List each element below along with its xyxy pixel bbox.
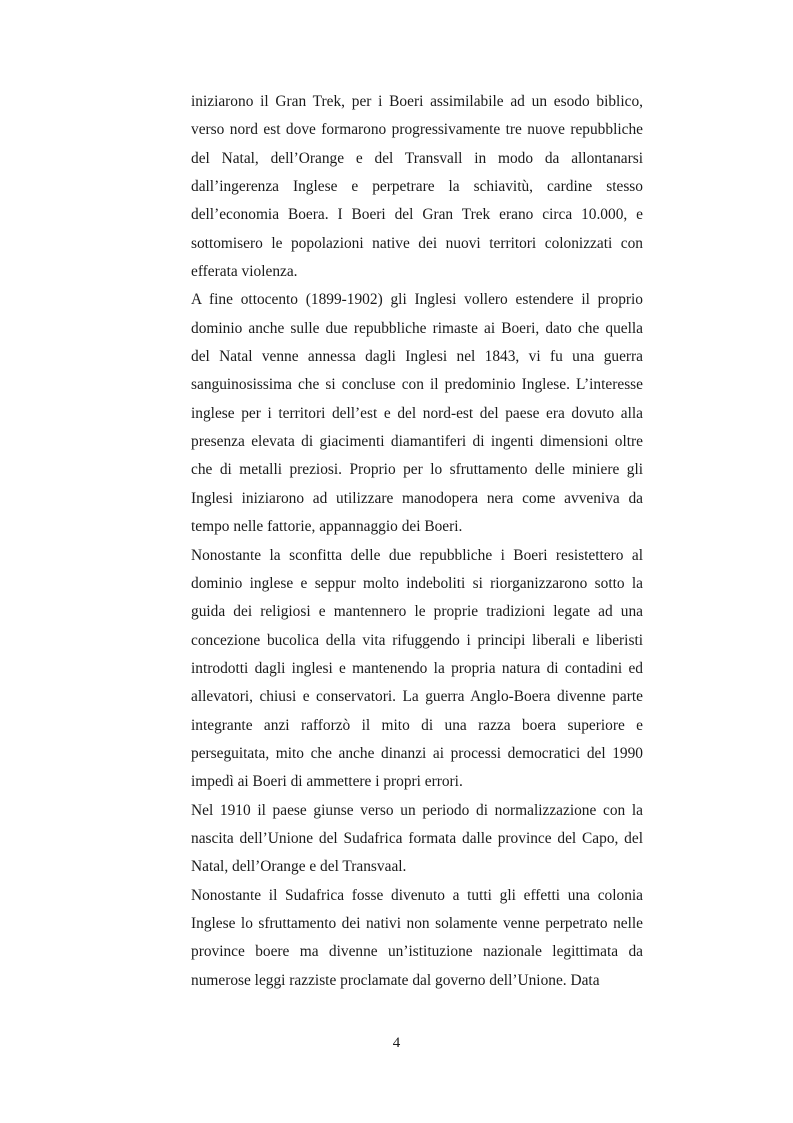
paragraph-anglo-boer-war: A fine ottocento (1899-1902) gli Inglesi vollero estendere il proprio dominio anche sulle due repubbliche rimaste ai Boeri, dato che quella del Natal venne annessa dagli Inglesi nel 1843, vi fu una guerra sanguinosissima che si concluse con il predominio Inglese. L’interesse inglese per i territori dell’est e del nord-est del paese era dovuto alla presenza elevata di giacimenti diamantiferi di ingenti dimensioni oltre che di metalli preziosi. Proprio per lo sfruttamento delle miniere gli Inglesi iniziarono ad utilizzare manodopera nera come avveniva da tempo nelle fattorie, appannaggio dei Boeri. <box>191 291 643 536</box>
paragraph-exploitation: Nonostante il Sudafrica fosse divenuto a tutti gli effetti una colonia Inglese lo sfruttamento dei nativi non solamente venne perpetrato nelle province boere ma divenne un’istituzione nazionale legittimata da numerose leggi razziste proclamate dal governo dell’Unione. Data <box>191 886 643 989</box>
page-number: 4 <box>392 1035 401 1051</box>
paragraph-boer-resistance: Nonostante la sconfitta delle due repubbliche i Boeri resistettero al dominio inglese e seppur molto indeboliti si riorganizzarono sotto la guida dei religiosi e mantennero le proprie tradizioni legate ad una concezione bucolica della vita rifuggendo i principi liberali e liberisti introdotti dagli inglesi e mantenendo la propria natura di contadini ed allevatori, chiusi e conservatori. La guerra Anglo-Boera divenne parte integrante anzi rafforzò il mito di una razza boera superiore e perseguitata, mito che anche dinanzi ai processi democratici del 1990 impedì ai Boeri di ammettere i propri errori. <box>191 546 643 791</box>
paragraph-gran-trek: iniziarono il Gran Trek, per i Boeri assimilabile ad un esodo biblico, verso nord est dove formarono progressivamente tre nuove repubbliche del Natal, dell’Orange e del Transvall in modo da allontanarsi dall’ingerenza Inglese e perpetrare la schiavitù, cardine stesso dell’economia Boera. I Boeri del Gran Trek erano circa 10.000, e sottomisero le popolazioni native dei nuovi territori colonizzati con efferata violenza. <box>191 93 643 281</box>
body-text <box>191 88 643 995</box>
paragraph-union-1910: Nel 1910 il paese giunse verso un periodo di normalizzazione con la nascita dell’Unione del Sudafrica formata dalle province del Capo, del Natal, dell’Orange e del Transvaal. <box>191 801 643 876</box>
